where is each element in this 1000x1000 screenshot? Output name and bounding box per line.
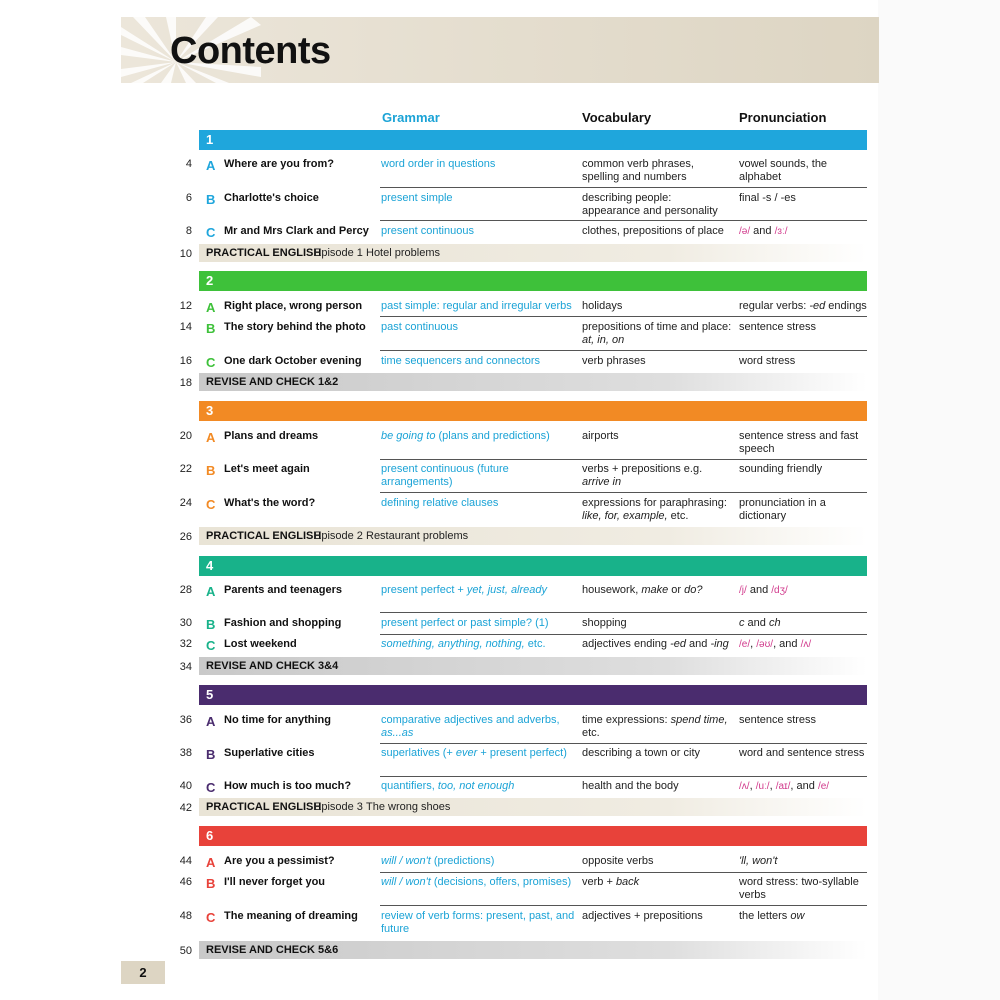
episode-topic: The wrong shoes [366,801,451,813]
vocabulary-cell: common verb phrases, spelling and numbers [582,158,694,183]
lesson-title: Plans and dreams [224,430,319,442]
grammar-cell [381,780,576,793]
lesson-letter: C [206,638,216,653]
lesson-letter: A [206,300,216,315]
page-number: 22 [179,463,192,475]
grammar-cell: present continuous (future arrangements) [381,463,509,488]
page-number: 36 [179,714,192,726]
text-fragment: ever [455,747,478,759]
text-fragment: will / won't [381,876,431,888]
grammar-cell [381,584,576,597]
page-number: 28 [179,584,192,596]
text-fragment: endings [825,300,867,312]
text-fragment: do? [684,584,703,596]
episode-label: Episode 2 [314,530,363,542]
phoneme: /e/ [817,781,830,792]
page-number: 38 [179,747,192,759]
pronunciation-cell: sentence stress and fast speech [739,430,859,455]
lesson-title: What's the word? [224,497,316,509]
revise-check-strip [199,373,867,391]
text-fragment: , [750,638,757,650]
lesson-title: The story behind the photo [224,321,366,333]
unit-number: 3 [206,403,214,418]
lesson-letter: B [206,876,216,891]
page-number: 32 [179,638,192,650]
strip-label: REVISE AND CHECK 5&6 [206,944,339,956]
lesson-title: One dark October evening [224,355,362,367]
unit-number: 5 [206,687,214,702]
text-fragment: (predictions) [430,855,495,867]
row-divider [380,492,867,493]
lesson-letter: A [206,158,216,173]
phoneme: /ə/ [739,226,751,237]
text-fragment: and [744,617,769,629]
pronunciation-cell: sounding friendly [739,463,823,475]
text-fragment: , [769,780,776,792]
unit-number: 1 [206,132,214,147]
grammar-cell [381,430,576,443]
grammar-cell: review of verb forms: present, past, and future [381,910,575,935]
text-fragment: the letters [739,910,791,922]
lesson-letter: A [206,430,216,445]
pronunciation-cell [739,584,867,597]
lesson-title: Where are you from? [224,158,335,170]
page-edge [878,0,1000,1000]
lesson-letter: B [206,321,216,336]
pronunciation-cell [739,910,867,923]
grammar-cell: present continuous [381,225,474,237]
unit-band-6 [199,826,867,846]
vocabulary-cell: shopping [582,617,627,629]
vocabulary-cell: health and the body [582,780,679,792]
phoneme: /əʊ/ [756,639,774,650]
row-divider [380,459,867,460]
lesson-letter: C [206,497,216,512]
unit-number: 6 [206,828,214,843]
lesson-title: The meaning of dreaming [224,910,358,922]
column-header-grammar: Grammar [382,110,440,125]
grammar-cell: word order in questions [381,158,496,170]
lesson-title: Fashion and shopping [224,617,342,629]
vocabulary-cell: describing a town or city [582,747,700,759]
text-fragment: etc. [524,638,546,650]
page-title: Contents [170,30,331,72]
text-fragment: -ing [710,638,729,650]
episode-topic: Restaurant problems [366,530,469,542]
text-fragment: time expressions: [582,714,671,726]
lesson-title: Parents and teenagers [224,584,342,596]
grammar-cell: defining relative clauses [381,497,499,509]
vocabulary-cell: adjectives + prepositions [582,910,703,922]
text-fragment: verbs + prepositions e.g. [582,463,703,475]
page-number: 34 [179,661,192,673]
page-number: 48 [179,910,192,922]
pronunciation-cell: vowel sounds, the alphabet [739,158,828,183]
vocabulary-cell [582,497,732,523]
page-number: 14 [179,321,192,333]
column-header-pronunciation: Pronunciation [739,110,827,125]
lesson-title: Right place, wrong person [224,300,363,312]
text-fragment: something, anything, nothing, [381,638,525,650]
text-fragment: and [750,225,775,237]
lesson-title: Let's meet again [224,463,310,475]
text-fragment: at, in, on [582,334,625,346]
lesson-title: Charlotte's choice [224,192,319,204]
lesson-letter: C [206,910,216,925]
text-fragment: present perfect + [381,584,467,596]
vocabulary-cell: holidays [582,300,623,312]
phoneme: /ɜː/ [774,226,788,237]
column-header-vocabulary: Vocabulary [582,110,652,125]
page-number: 26 [179,531,192,543]
pronunciation-cell: final -s / -es [739,192,796,204]
lesson-title: I'll never forget you [224,876,326,888]
revise-check-strip [199,941,867,959]
text-fragment: prepositions of time and place: [582,321,732,333]
grammar-cell: past simple: regular and irregular verbs [381,300,572,312]
text-fragment: verb + [582,876,616,888]
grammar-cell: present simple [381,192,453,204]
text-fragment: regular verbs: [739,300,810,312]
grammar-cell [381,638,576,651]
text-fragment: (decisions, offers, promises) [430,876,572,888]
folio: 2 [139,965,147,980]
pronunciation-cell [739,855,867,868]
text-fragment: arrive in [582,476,622,488]
phoneme: /ʌ/ [800,639,812,650]
lesson-title: Mr and Mrs Clark and Percy [224,225,369,237]
row-divider [380,634,867,635]
text-fragment: -ed [809,300,826,312]
phoneme: /uː/ [755,781,770,792]
row-divider [380,743,867,744]
text-fragment: spend time, [670,714,728,726]
pronunciation-cell [739,617,867,630]
text-fragment: etc. [582,727,600,739]
text-fragment: will / won't [381,855,431,867]
text-fragment: ch [768,617,781,629]
episode-label: Episode 3 [314,801,363,813]
text-fragment: and [685,638,711,650]
vocabulary-cell: verb phrases [582,355,646,367]
page-number: 30 [179,617,192,629]
text-fragment: or [668,584,685,596]
text-fragment: like, for, example, [582,510,668,522]
vocabulary-cell [582,463,732,489]
phoneme: /j/ [739,585,747,596]
text-fragment: too, not enough [437,780,515,792]
pronunciation-cell: sentence stress [739,714,817,726]
lesson-letter: B [206,747,216,762]
page-number: 42 [179,802,192,814]
lesson-letter: A [206,855,216,870]
text-fragment: quantifiers, [381,780,438,792]
strip-label: PRACTICAL ENGLISH [206,247,322,259]
text-fragment: expressions for paraphrasing: [582,497,727,509]
pronunciation-cell: word stress [739,355,796,367]
pronunciation-cell: sentence stress [739,321,817,333]
text-fragment: as...as [381,727,414,739]
pronunciation-cell: pronunciation in a dictionary [739,497,826,522]
lesson-letter: C [206,355,216,370]
phoneme: /aɪ/ [775,781,791,792]
text-fragment: ow [790,910,805,922]
page-number: 20 [179,430,192,442]
page-number: 4 [185,158,192,170]
page-number: 18 [179,377,192,389]
text-fragment: (plans and predictions) [435,430,550,442]
page-number: 8 [185,225,192,237]
text-fragment: comparative adjectives and adverbs, [381,714,560,726]
text-fragment: + present perfect) [477,747,567,759]
lesson-title: Lost weekend [224,638,297,650]
grammar-cell [381,714,576,740]
text-fragment: yet, just, already [466,584,548,596]
lesson-title: How much is too much? [224,780,352,792]
text-fragment: , and [790,780,818,792]
unit-number: 4 [206,558,214,573]
page-number: 24 [179,497,192,509]
page-number: 16 [179,355,192,367]
lesson-title: No time for anything [224,714,331,726]
page-number: 6 [185,192,192,204]
practical-english-strip [199,798,867,816]
unit-number: 2 [206,273,214,288]
pronunciation-cell [739,638,867,651]
text-fragment: etc. [667,510,689,522]
pronunciation-cell [739,300,867,313]
text-fragment: back [615,876,640,888]
episode-label: Episode 1 [314,247,363,259]
vocabulary-cell [582,584,732,597]
page-number: 50 [179,945,192,957]
lesson-letter: A [206,714,216,729]
episode-topic: Hotel problems [366,247,440,259]
strip-label: REVISE AND CHECK 1&2 [206,376,339,388]
text-fragment: , [749,780,756,792]
row-divider [380,316,867,317]
grammar-cell [381,855,576,868]
row-divider [380,905,867,906]
pronunciation-cell [739,225,867,238]
page-number: 12 [179,300,192,312]
strip-label: PRACTICAL ENGLISH [206,801,322,813]
text-fragment: superlatives (+ [381,747,456,759]
text-fragment: be going to [381,430,436,442]
grammar-cell: time sequencers and connectors [381,355,540,367]
row-divider [380,776,867,777]
phoneme: /ʌ/ [739,781,750,792]
row-divider [380,187,867,188]
phoneme: /dʒ/ [771,585,788,596]
text-fragment: adjectives ending [582,638,671,650]
lesson-letter: B [206,192,216,207]
text-fragment: make [641,584,669,596]
text-fragment: -ed [670,638,686,650]
pronunciation-cell [739,780,867,793]
unit-band-3 [199,401,867,421]
vocabulary-cell: clothes, prepositions of place [582,225,724,237]
text-fragment: 'll, won't [739,855,778,867]
practical-english-strip [199,244,867,262]
page-number-tab [121,961,165,984]
lesson-title: Are you a pessimist? [224,855,335,867]
unit-band-1 [199,130,867,150]
lesson-letter: C [206,225,216,240]
pronunciation-cell: word and sentence stress [739,747,865,759]
lesson-letter: B [206,463,216,478]
text-fragment: c [739,617,745,629]
vocabulary-cell: airports [582,430,619,442]
lesson-title: Superlative cities [224,747,315,759]
grammar-cell: present perfect or past simple? (1) [381,617,549,629]
phoneme: /e/ [739,639,751,650]
strip-label: REVISE AND CHECK 3&4 [206,660,339,672]
text-fragment: housework, [582,584,642,596]
vocabulary-cell [582,714,732,740]
page-number: 44 [179,855,192,867]
vocabulary-cell [582,876,732,889]
unit-band-5 [199,685,867,705]
lesson-letter: B [206,617,216,632]
unit-band-4 [199,556,867,576]
vocabulary-cell: describing people: appearance and personality [582,192,718,217]
vocabulary-cell [582,638,732,651]
lesson-letter: C [206,780,216,795]
row-divider [380,612,867,613]
grammar-cell: past continuous [381,321,459,333]
grammar-cell [381,876,576,889]
text-fragment: , and [773,638,801,650]
row-divider [380,220,867,221]
vocabulary-cell [582,321,732,347]
text-fragment: and [746,584,772,596]
row-divider [380,872,867,873]
page-number: 10 [179,248,192,260]
row-divider [380,350,867,351]
grammar-cell [381,747,576,760]
strip-label: PRACTICAL ENGLISH [206,530,322,542]
page-number: 46 [179,876,192,888]
vocabulary-cell: opposite verbs [582,855,654,867]
unit-band-2 [199,271,867,291]
lesson-letter: A [206,584,216,599]
revise-check-strip [199,657,867,675]
page-number: 40 [179,780,192,792]
practical-english-strip [199,527,867,545]
pronunciation-cell: word stress: two-syllable verbs [739,876,859,901]
